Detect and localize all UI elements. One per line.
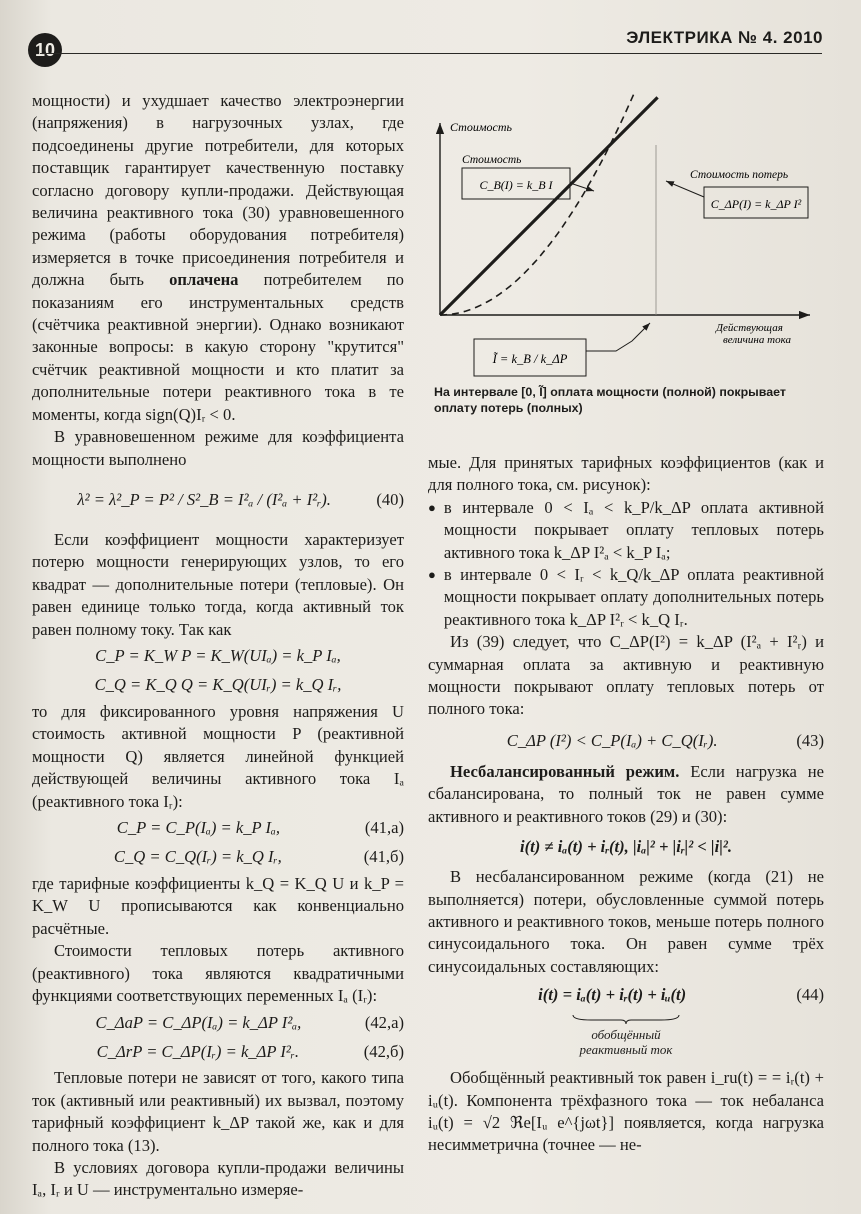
paragraph: где тарифные коэффициенты k_Q = K_Q U и k_P = K_W U прописываются как конвенциально расчётные. [32, 873, 404, 938]
brace-note [428, 1012, 824, 1057]
equation-41a [32, 815, 404, 842]
equation-number: (40) [376, 489, 404, 509]
y-axis-label: Стоимость [450, 120, 512, 134]
box1-title: Стоимость [462, 154, 522, 166]
box3-pointer [586, 323, 650, 351]
bullet-text: в интервале 0 < Iₐ < k_P/k_ΔP оплата активной мощности покрывает оплату тепловых потерь активного тока k_ΔP I²ₐ < k_P Iₐ; [443, 497, 824, 562]
equation-expr: C_Q = K_Q Q = K_Q(UIᵣ) = k_Q Iᵣ, [94, 675, 342, 695]
paragraph [428, 761, 824, 828]
brace-label-2: реактивный ток [579, 1042, 673, 1058]
equation-number: (41,а) [364, 818, 404, 838]
equation-expr: C_ΔrP = C_ΔP(Iᵣ) = k_ΔP I²ᵣ. [96, 1041, 300, 1061]
equation-expr: C_ΔaP = C_ΔP(Iₐ) = k_ΔP I²ₐ, [95, 1012, 302, 1032]
box2-formula: C_ΔP(I) = k_ΔP I² [710, 197, 802, 211]
box1-formula: C_B(I) = k_B I [479, 178, 553, 192]
equation-unbalanced [428, 830, 824, 864]
equation-expr: C_P = K_W P = K_W(UIₐ) = k_P Iₐ, [95, 646, 341, 666]
box2-title: Стоимость потерь [690, 169, 789, 181]
equation-cq [32, 672, 404, 699]
equation-expr: C_Q = C_Q(Iᵣ) = k_Q Iᵣ, [113, 847, 282, 867]
paragraph: В уравновешенном режиме для коэффициента мощности выполнено [32, 427, 404, 469]
emphasis: оплачена [169, 270, 239, 290]
equation-number: (43) [796, 730, 824, 750]
bullet-icon: ● [428, 499, 436, 515]
box1-pointer [570, 183, 594, 191]
equation-43 [428, 723, 824, 759]
paragraph: то для фиксированного уровня напряжения U стоимость активной мощности P (реактивной мощности Q) является линейной функцией действующей величины активного тока Iₐ (реактивного тока Iᵣ): [32, 701, 404, 811]
equation-expr: C_P = C_P(Iₐ) = k_P Iₐ, [116, 818, 281, 838]
paragraph: В несбалансированном режиме (когда (21) не выполняется) потери, обусловленные суммой потерь активного и реактивного токов, меньше потерь полного синусоидального тока. Он равен сумме трёх синусоидальных составляющих: [428, 867, 824, 976]
equation-44 [428, 980, 824, 1010]
equation-expr: λ² = λ²_P = P² / S²_B = I²ₐ / (I²ₐ + I²ᵣ). [77, 489, 331, 509]
equation-40 [32, 473, 404, 527]
paragraph: В условиях договора купли-продажи величины Iₐ, Iᵣ и U — инструментально измеряе- [32, 1158, 404, 1200]
cost-chart [428, 85, 828, 420]
equation-cp [32, 643, 404, 670]
equation-expr: i(t) ≠ iₐ(t) + iᵣ(t), |iₐ|² + |iᵣ|² < |i|². [520, 836, 732, 856]
paragraph: Тепловые потери не зависят от того, какого типа ток (активный или реактивный) их вызвал, поэтому тарифный коэффициент k_ΔP такой же, как и для полного тока (13). [32, 1068, 404, 1155]
equation-41b [32, 844, 404, 871]
figure-caption: На интервале [0, Ĩ] оплата мощности (полной) покрывает оплату потерь (полных) [434, 385, 786, 415]
paragraph [32, 90, 404, 426]
bullet-text: в интервале 0 < Iᵣ < k_Q/k_ΔP оплата реактивной мощности покрывает оплату дополнительных потерь реактивного тока k_ΔP I²ᵣ < k_Q Iᵣ. [443, 565, 824, 629]
equation-number: (41,б) [363, 847, 404, 867]
equation-42a [32, 1009, 404, 1036]
paragraph: Из (39) следует, что C_ΔP(I²) = k_ΔP (I²ₐ + I²ᵣ) и суммарная оплата за активную и реактивную мощности покрывают оплату тепловых потерь от полного тока: [428, 632, 824, 719]
equation-expr: C_ΔP (I²) < C_P(Iₐ) + C_Q(Iᵣ). [506, 730, 718, 750]
box3-formula: Ĩ = k_B / k_ΔP [492, 352, 568, 366]
box2-pointer [666, 181, 704, 197]
paragraph-text: потребителем по показаниям его инструментальных средств (счётчика реактивной энергии). Однако возникают законные вопросы: в какую сторону "крутится" счётчик реактивной мощности и кто платит за дополнительные потери реактивного тока в те моменты, когда sign(Q)Iᵣ < 0. [32, 270, 404, 424]
paragraph: Если коэффициент мощности характеризует потерю мощности генерирующих узлов, то его квадрат — дополнительные потери (тепловые). Он равен единице только тогда, когда активный ток равен полному току. Так как [32, 529, 404, 639]
section-heading: Несбалансированный режим. [450, 761, 680, 781]
x-axis-label-1: Действующая [716, 322, 783, 334]
paragraph-text: мощности) и ухудшает качество электроэнергии (напряжения) в нагрузочных узлах, где подсоединены другие потребители, для которых поставщик гарантирует качественную поставку согласно договору купли-продажи. Действующая величина реактивного тока (30) уравновешенного режима (работы оборудования потребителя) измеряется в точке присоединения потребителя и должна быть [32, 91, 404, 290]
equation-42b [32, 1038, 404, 1065]
bullet-item [428, 564, 824, 631]
equation-expr: i(t) = iₐ(t) + iᵣ(t) + iᵤ(t) [538, 984, 687, 1004]
equation-number: (42,б) [363, 1041, 404, 1061]
journal-header: ЭЛЕКТРИКА № 4. 2010 [626, 28, 823, 47]
bullet-icon: ● [428, 567, 436, 583]
x-axis-label-2: величина тока [723, 334, 791, 346]
page-number: 10 [28, 33, 62, 67]
brace-icon [571, 1014, 681, 1024]
brace-label-1: обобщённый [591, 1027, 661, 1043]
header-rule [40, 53, 822, 54]
paragraph-text: Если нагрузка не сбалансирована, то полный ток не равен сумме активного и реактивного токов (29) и (30): [428, 761, 824, 826]
right-column [428, 452, 824, 1157]
equation-number: (44) [796, 984, 824, 1004]
paragraph: Обобщённый реактивный ток равен i_ru(t) = = iᵣ(t) + iᵤ(t). Компонента трёхфазного тока — ток небаланса iᵤ(t) = √2 ℜe[Iᵤ e^{jωt}] появляется, когда нагрузка несимметрична (точнее — не- [428, 1068, 824, 1155]
bullet-item [428, 497, 824, 564]
paragraph: Стоимости тепловых потерь активного (реактивного) тока являются квадратичными функциями соответствующих переменных Iₐ (Iᵣ): [32, 941, 404, 1005]
equation-number: (42,а) [364, 1012, 404, 1032]
left-column [32, 90, 404, 1202]
paragraph: мые. Для принятых тарифных коэффициентов (как и для полного тока, см. рисунок): [428, 453, 824, 495]
